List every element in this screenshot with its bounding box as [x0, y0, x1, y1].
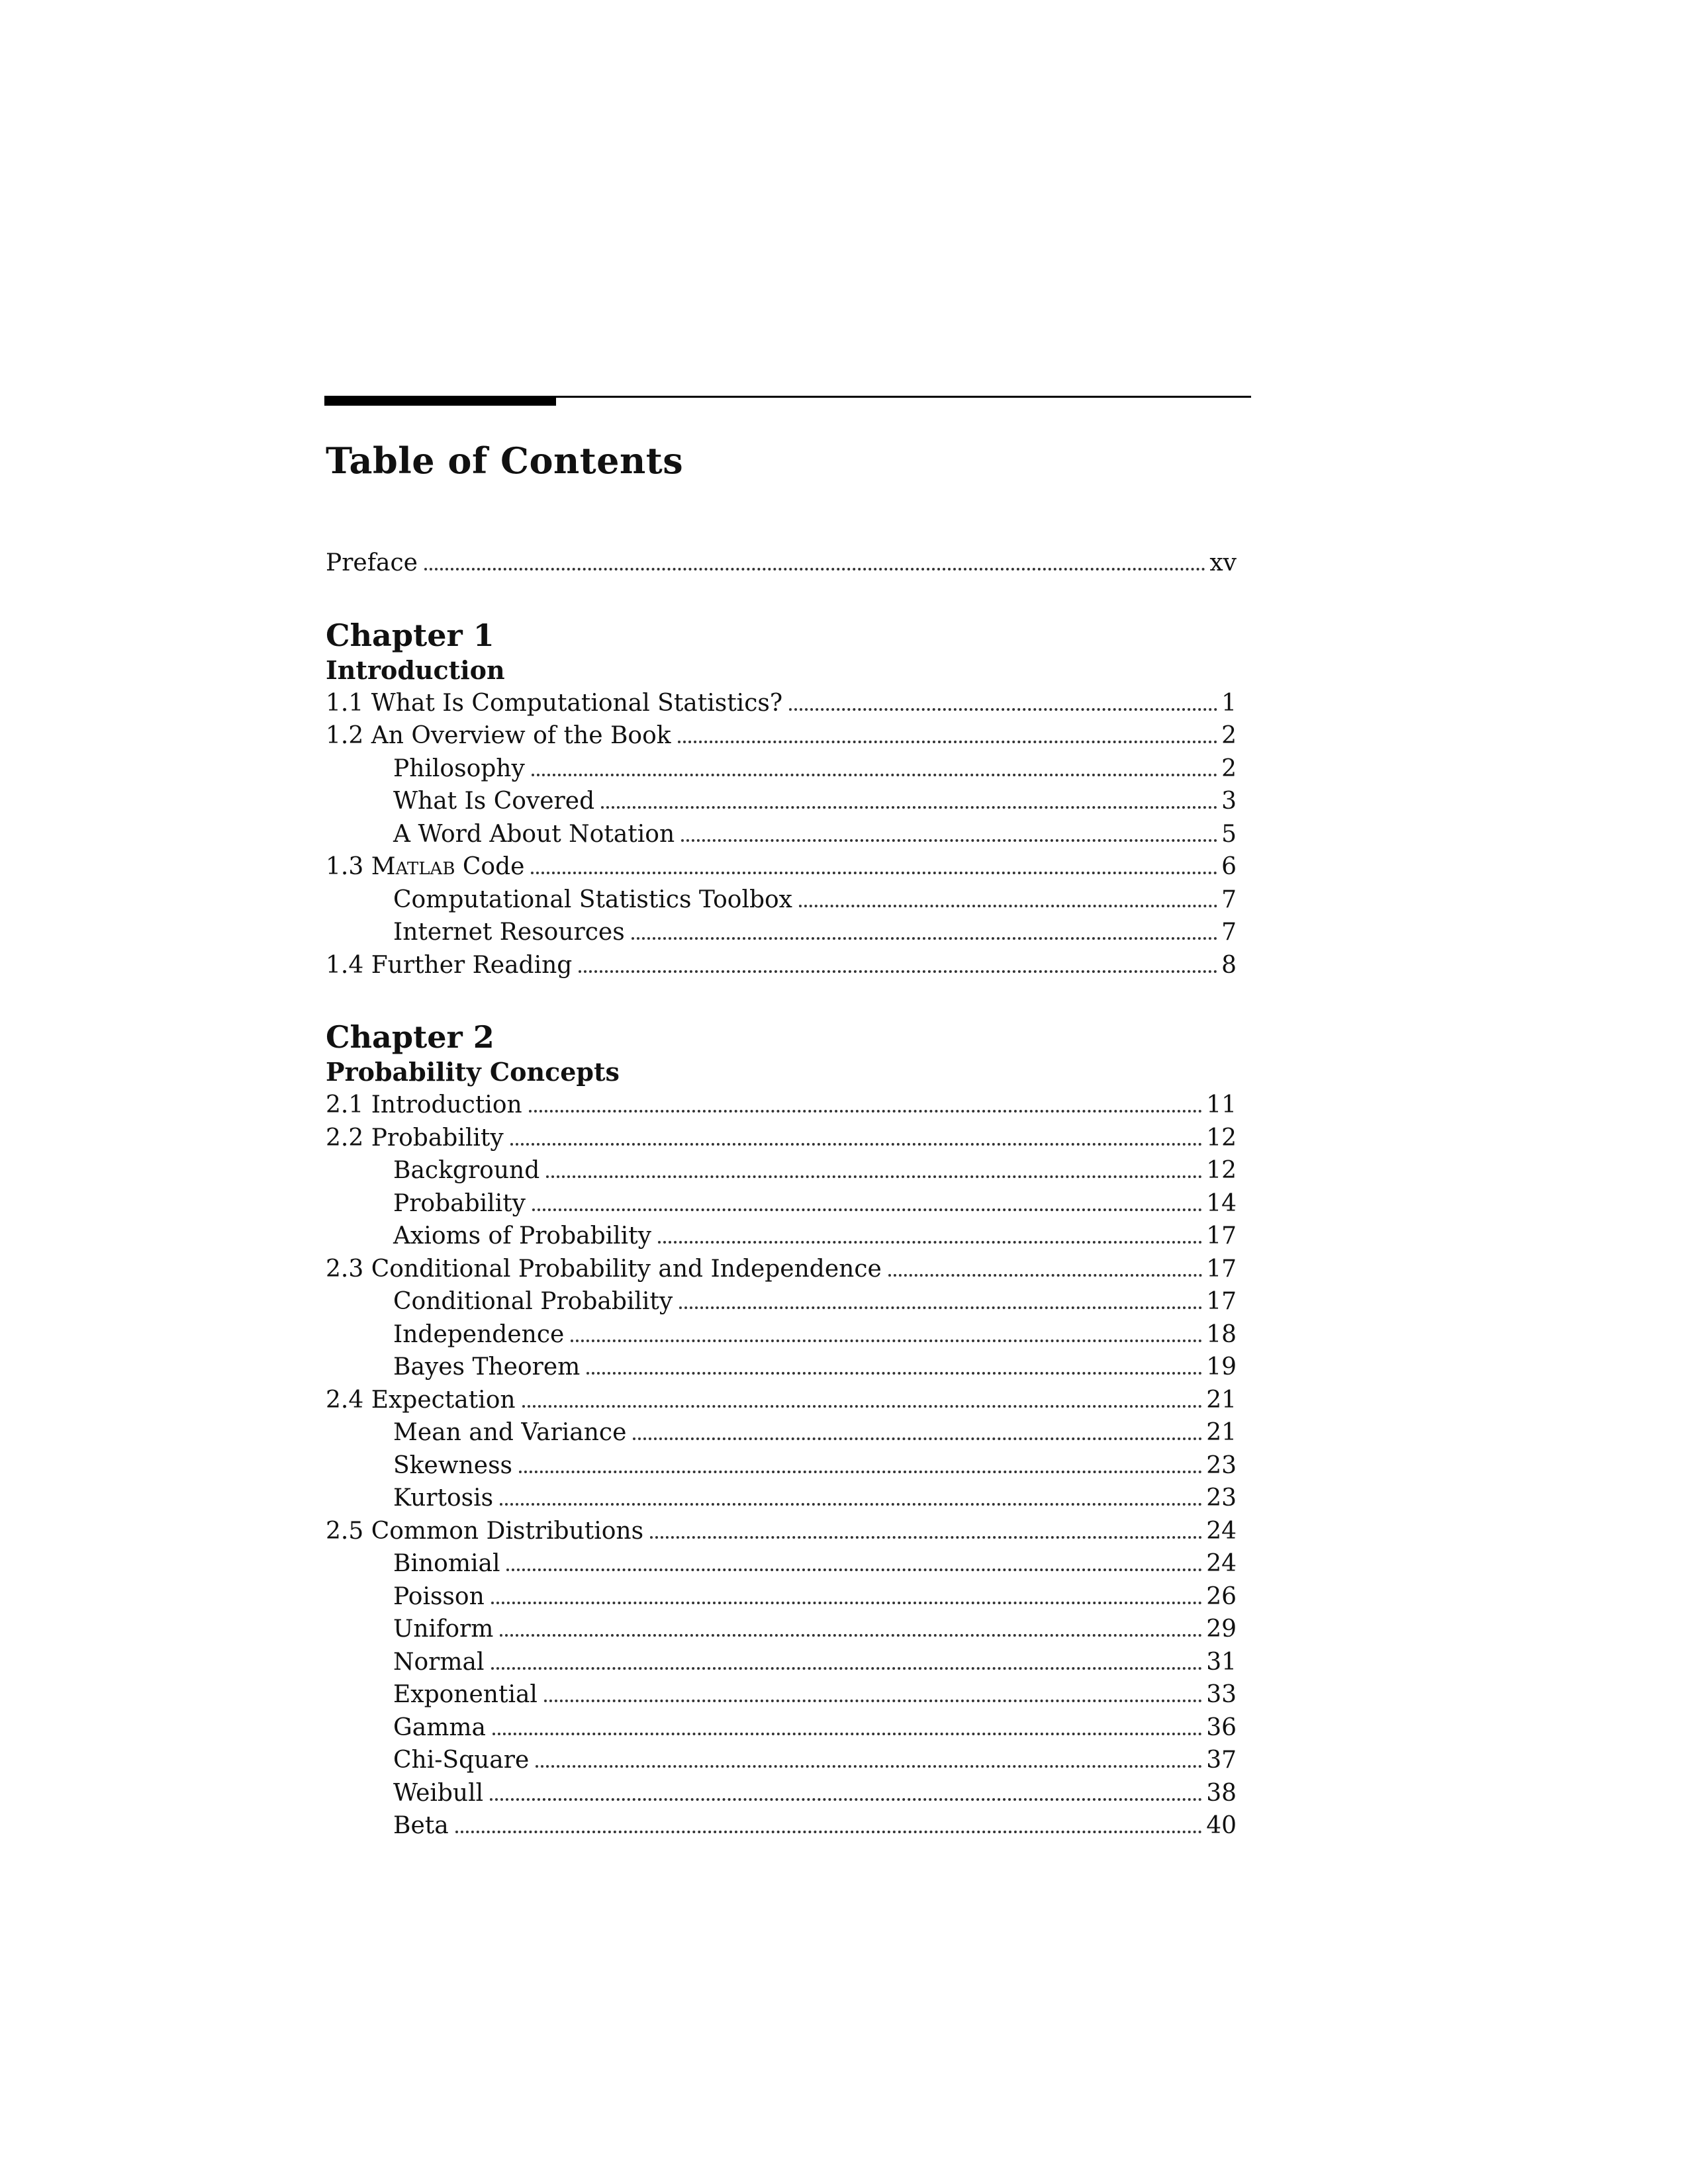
toc-entry-label: Bayes Theorem — [393, 1353, 581, 1381]
dot-leader — [678, 741, 1218, 743]
header-rule-thin — [556, 396, 1251, 398]
toc-entry-label — [326, 850, 531, 886]
toc-entry-page: 17 — [1206, 1288, 1237, 1315]
toc-entry-label: Exponential — [393, 1681, 538, 1708]
dot-leader — [532, 1208, 1202, 1211]
dot-leader — [510, 1143, 1202, 1146]
toc-subentry — [326, 1285, 1237, 1318]
toc-entry-label: 2.2 Probability — [326, 1124, 504, 1152]
toc-entry-label: Mean and Variance — [393, 1419, 627, 1446]
toc-entry-page: 24 — [1206, 1517, 1237, 1545]
toc-entry-label: Kurtosis — [393, 1484, 494, 1512]
toc-subentry — [326, 1711, 1237, 1745]
dot-leader — [506, 1569, 1202, 1571]
toc-entry-page: 11 — [1206, 1091, 1237, 1118]
toc-entry-label: 2.1 Introduction — [326, 1091, 522, 1118]
toc-entry-label: 1.4 Further Reading — [326, 951, 573, 979]
toc-entry-page: 23 — [1206, 1484, 1237, 1512]
toc-entry-page: 1 — [1221, 689, 1237, 717]
toc-subentry — [326, 1580, 1237, 1614]
toc-entry — [326, 850, 1237, 884]
toc-entry-page: 31 — [1206, 1648, 1237, 1676]
toc-entry-label: Beta — [393, 1812, 449, 1839]
toc-entry-label: Independence — [393, 1320, 565, 1348]
toc-entry-page: 17 — [1206, 1222, 1237, 1250]
toc-entry-label: Skewness — [393, 1451, 513, 1479]
toc-entry-label: Normal — [393, 1648, 485, 1676]
toc-subentry — [326, 1220, 1237, 1253]
dot-leader — [424, 568, 1205, 570]
dot-leader — [650, 1536, 1202, 1539]
dot-leader — [601, 806, 1217, 809]
toc-entry — [326, 1253, 1237, 1286]
toc-entry-label: 2.5 Common Distributions — [326, 1517, 644, 1545]
toc — [326, 547, 1237, 1843]
toc-entry-label: 1.2 An Overview of the Book — [326, 722, 671, 749]
dot-leader — [500, 1503, 1202, 1506]
chapter-number: Chapter 2 — [326, 1019, 494, 1055]
toc-entry-page: 38 — [1206, 1779, 1237, 1807]
toc-entry — [326, 719, 1237, 752]
toc-entry-label: Internet Resources — [393, 919, 625, 946]
label-prefix: 1.3 — [326, 853, 371, 880]
toc-entry-page: 21 — [1206, 1386, 1237, 1414]
toc-entry-label: Computational Statistics Toolbox — [393, 886, 792, 913]
dot-leader — [519, 1471, 1202, 1473]
dot-leader — [888, 1274, 1202, 1277]
dot-leader — [455, 1831, 1202, 1833]
toc-entry-label: Binomial — [393, 1550, 500, 1577]
toc-entry-label: Weibull — [393, 1779, 484, 1807]
dot-leader — [586, 1372, 1202, 1375]
toc-entry-page: 7 — [1221, 919, 1237, 946]
toc-entry — [326, 1384, 1237, 1417]
dot-leader — [491, 1667, 1203, 1670]
dot-leader — [531, 872, 1217, 874]
toc-entry-label: 2.3 Conditional Probability and Independence — [326, 1255, 882, 1283]
label-suffix: Code — [455, 853, 525, 880]
toc-entry — [326, 1089, 1237, 1122]
dot-leader — [579, 970, 1217, 973]
toc-subentry — [326, 1449, 1237, 1482]
chapter-number: Chapter 1 — [326, 617, 494, 653]
toc-entry-page: 5 — [1221, 820, 1237, 848]
toc-subentry — [326, 818, 1237, 851]
toc-subentry — [326, 1318, 1237, 1351]
toc-subentry — [326, 1187, 1237, 1220]
toc-subentry — [326, 1809, 1237, 1843]
toc-entry-page: 37 — [1206, 1747, 1237, 1774]
toc-entry-page: 24 — [1206, 1550, 1237, 1577]
toc-entry-label: Gamma — [393, 1713, 486, 1741]
dot-leader — [679, 1306, 1202, 1309]
toc-entry-page: xv — [1209, 549, 1237, 576]
toc-subentry — [326, 1351, 1237, 1384]
toc-entry — [326, 1122, 1237, 1155]
dot-leader — [490, 1798, 1202, 1801]
dot-leader — [522, 1405, 1203, 1408]
chapter-title: Probability Concepts — [326, 1057, 620, 1087]
toc-entry-label: Chi-Square — [393, 1747, 530, 1774]
dot-leader — [633, 1437, 1202, 1440]
toc-subentry — [326, 916, 1237, 949]
toc-entry-label: 2.4 Expectation — [326, 1386, 516, 1414]
toc-subentry — [326, 1613, 1237, 1646]
toc-subentry — [326, 1678, 1237, 1711]
header-rule-thick — [324, 396, 556, 406]
dot-leader — [681, 839, 1217, 842]
toc-entry-page: 3 — [1221, 788, 1237, 815]
toc-entry-page: 40 — [1206, 1812, 1237, 1839]
toc-entry — [326, 949, 1237, 982]
toc-entry-page: 17 — [1206, 1255, 1237, 1283]
toc-subentry — [326, 1482, 1237, 1515]
toc-entry-page: 12 — [1206, 1157, 1237, 1184]
toc-entry-page: 21 — [1206, 1419, 1237, 1446]
page-title: Table of Contents — [326, 439, 684, 482]
toc-entry-label: Poisson — [393, 1582, 485, 1610]
dot-leader — [544, 1700, 1202, 1702]
toc-entry-label: A Word About Notation — [393, 820, 675, 848]
toc-entry-label: Axioms of Probability — [393, 1222, 651, 1250]
toc-subentry — [326, 1646, 1237, 1679]
toc-subentry — [326, 1744, 1237, 1777]
dot-leader — [571, 1340, 1202, 1342]
toc-subentry — [326, 785, 1237, 818]
toc-entry-page: 19 — [1206, 1353, 1237, 1381]
chapter-title: Introduction — [326, 655, 505, 685]
toc-entry-page: 33 — [1206, 1681, 1237, 1708]
dot-leader — [536, 1765, 1202, 1768]
toc-entry — [326, 1515, 1237, 1548]
toc-entry — [326, 687, 1237, 720]
toc-entry-label: 1.1 What Is Computational Statistics? — [326, 689, 783, 717]
toc-entry-label: Probability — [393, 1189, 526, 1217]
toc-entry-page: 23 — [1206, 1451, 1237, 1479]
toc-entry-label: Background — [393, 1157, 540, 1184]
toc-entry-page: 26 — [1206, 1582, 1237, 1610]
small-caps-initial: M — [371, 853, 396, 880]
dot-leader — [492, 1733, 1202, 1735]
toc-entry-page: 7 — [1221, 886, 1237, 913]
toc-entry-label: Preface — [326, 549, 418, 576]
dot-leader — [658, 1241, 1202, 1244]
toc-entry-label: Uniform — [393, 1615, 494, 1643]
dot-leader — [789, 708, 1217, 711]
toc-entry-page: 2 — [1221, 754, 1237, 782]
dot-leader — [799, 905, 1217, 907]
dot-leader — [632, 937, 1217, 940]
header-rule — [324, 392, 1251, 406]
toc-subentry — [326, 1777, 1237, 1810]
toc-entry-page: 14 — [1206, 1189, 1237, 1217]
toc-entry-preface — [326, 547, 1237, 580]
dot-leader — [532, 774, 1217, 776]
toc-entry-page: 29 — [1206, 1615, 1237, 1643]
toc-entry-label: Philosophy — [393, 754, 525, 782]
toc-entry-page: 18 — [1206, 1320, 1237, 1348]
dot-leader — [491, 1602, 1202, 1604]
toc-subentry — [326, 1416, 1237, 1449]
toc-entry-label: Conditional Probability — [393, 1288, 673, 1315]
dot-leader — [546, 1175, 1202, 1178]
dot-leader — [500, 1634, 1202, 1637]
toc-subentry — [326, 1154, 1237, 1187]
dot-leader — [529, 1110, 1203, 1113]
toc-entry-label: What Is Covered — [393, 788, 595, 815]
toc-entry-page: 12 — [1206, 1124, 1237, 1152]
toc-entry-page: 8 — [1221, 951, 1237, 979]
toc-entry-page: 36 — [1206, 1713, 1237, 1741]
toc-entry-page: 6 — [1221, 853, 1237, 880]
toc-entry-page: 2 — [1221, 722, 1237, 749]
toc-subentry — [326, 1547, 1237, 1580]
toc-subentry — [326, 752, 1237, 786]
toc-subentry — [326, 884, 1237, 917]
small-caps-rest: ATLAB — [395, 859, 455, 879]
